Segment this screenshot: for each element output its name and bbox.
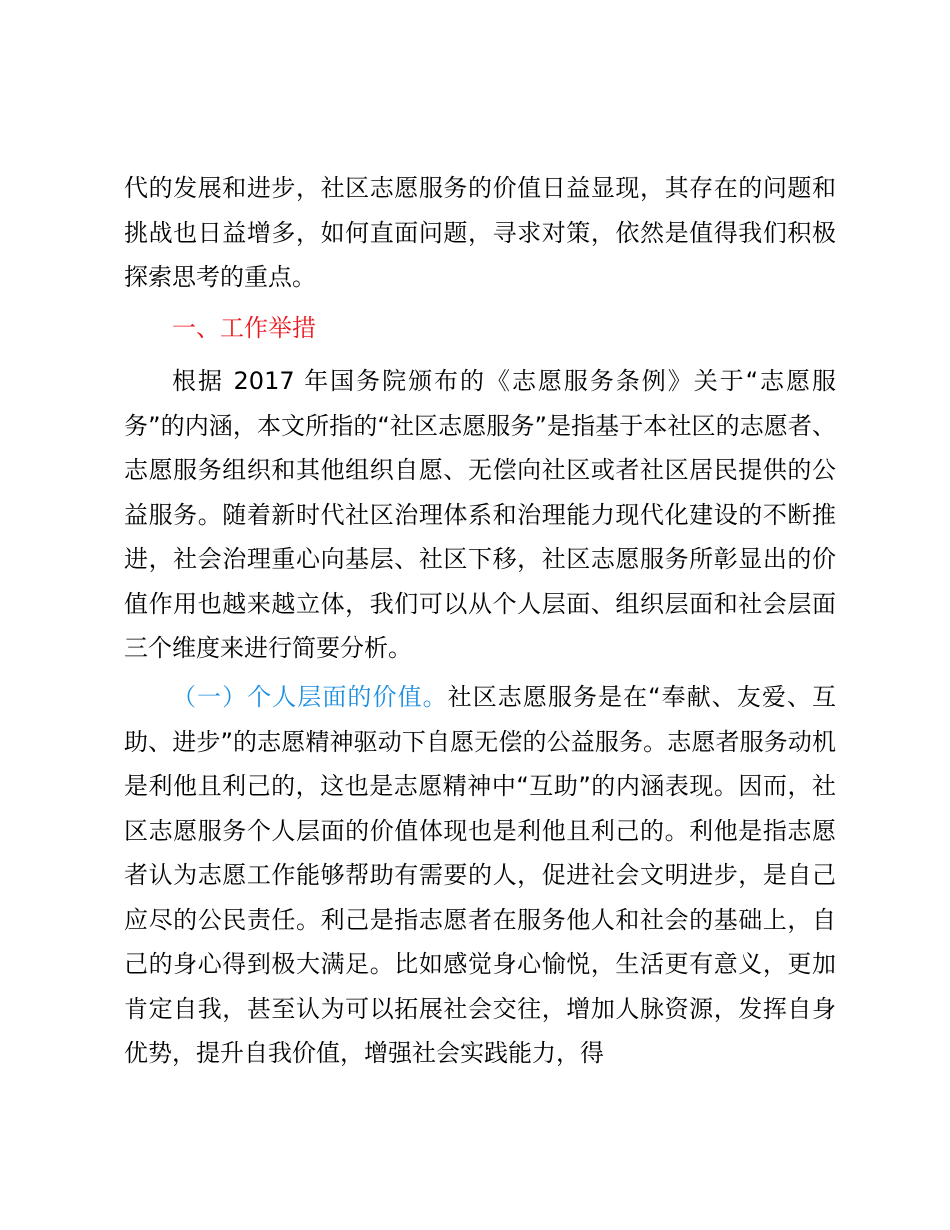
paragraph-definition: 根据 2017 年国务院颁布的《志愿服务条例》关于“志愿服务”的内涵，本文所指的“社区志愿服务”是指基于本社区的志愿者、志愿服务组织和其他组织自愿、无偿向社区或者社区居民提供的公益服务。随着新时代社区治理体系和治理能力现代化建设的不断推进，社会治理重心向基层、社区下移，社区志愿服务所彰显出的价值作用也越来越立体，我们可以从个人层面、组织层面和社会层面三个维度来进行简要分析。 — [124, 367, 836, 662]
section-heading-work-measures: 一、工作举措 — [172, 314, 316, 342]
paragraph-personal-value — [124, 675, 836, 1076]
subheading-personal-value: （一）个人层面的价值。 — [172, 683, 448, 711]
paragraph-personal-value-body: 社区志愿服务是在“奉献、友爱、互助、进步”的志愿精神驱动下自愿无偿的公益服务。志愿者服务动机是利他且利己的，这也是志愿精神中“互助”的内涵表现。因而，社区志愿服务个人层面的价值体现也是利他且利己的。利他是指志愿者认为志愿工作能够帮助有需要的人，促进社会文明进步，是自己应尽的公民责任。利己是指志愿者在服务他人和社会的基础上，自己的身心得到极大满足。比如感觉身心愉悦，生活更有意义，更加肯定自我，甚至认为可以拓展社会交往，增加人脉资源，发挥自身优势，提升自我价值，增强社会实践能力，得 — [124, 683, 837, 1067]
paragraph-intro: 代的发展和进步，社区志愿服务的价值日益显现，其存在的问题和挑战也日益增多，如何直面问题，寻求对策，依然是值得我们积极探索思考的重点。 — [124, 174, 836, 291]
